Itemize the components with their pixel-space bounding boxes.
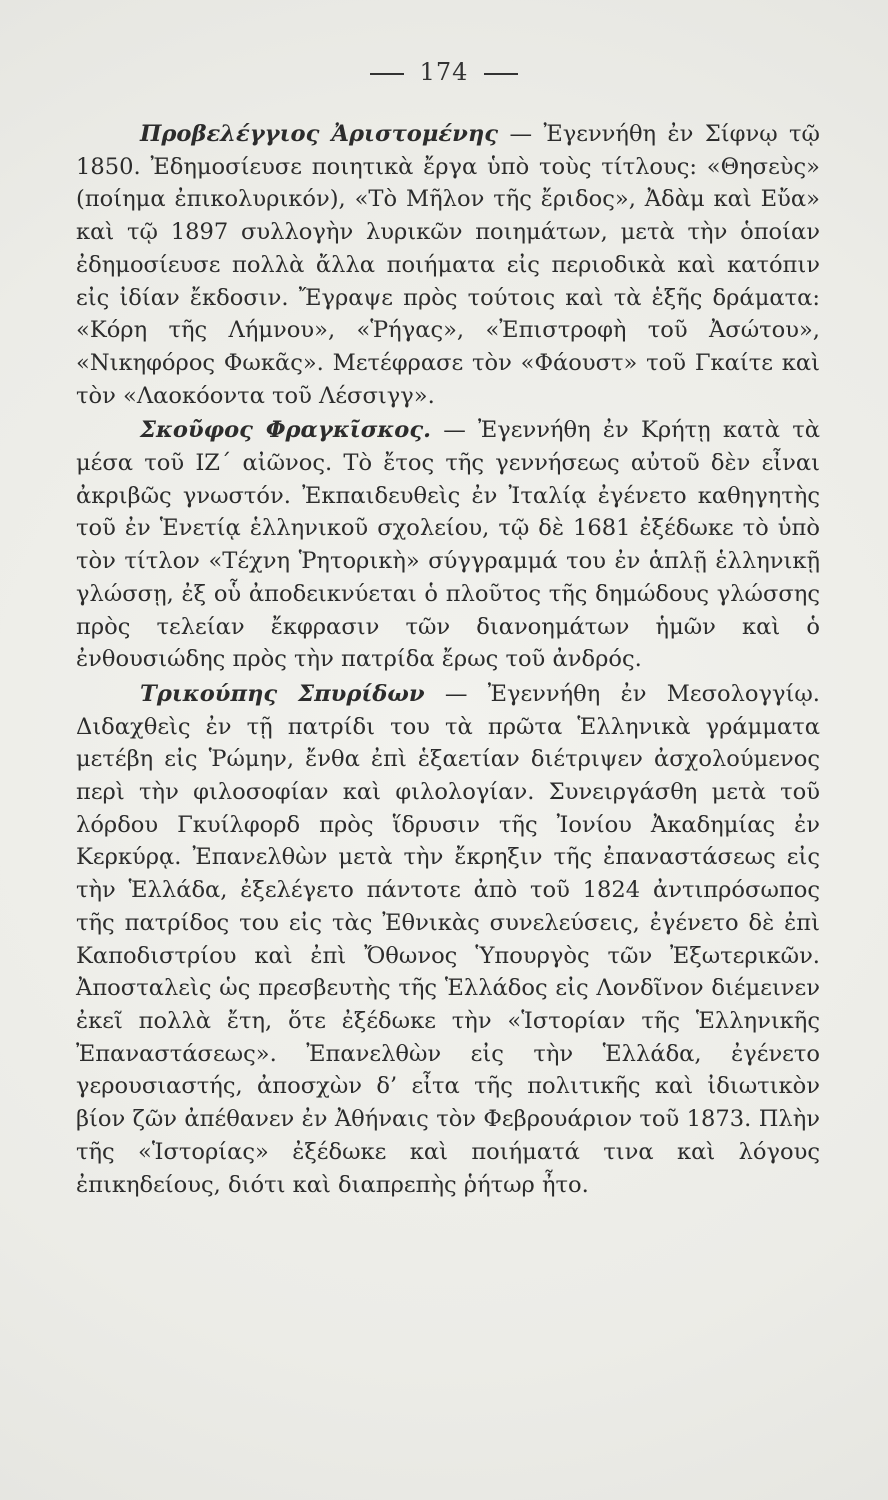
page-body (76, 118, 820, 1201)
entry-trikoupis (76, 678, 820, 1201)
entry-name: Προβελέγγιος Ἀριστομένης (140, 121, 499, 147)
entry-name: Τρικούπης Σπυρίδων (140, 680, 425, 707)
entry-name: Σκοῦφος Φραγκῖσκος. (140, 417, 431, 444)
page-number: 174 (419, 58, 469, 86)
entry-text: — Ἐγεννήθη ἐν Μεσολογγίῳ. Διδαχθεὶς ἐν τῇ πατρίδι του τὰ πρῶτα Ἑλληνικὰ γράμματα μετέβη εἰς Ῥώμην, ἔνθα ἐπὶ ἑξαετίαν διέτριψεν ἀσχολούμενος περὶ τὴν φιλοσοφίαν καὶ φιλολογίαν. Συνειργάσθη μετὰ τοῦ λόρδου Γκυίλφορδ πρὸς ἵδρυσιν τῆς Ἰονίου Ἀκαδημίας ἐν Κερκύρᾳ. Ἐπανελθὼν μετὰ τὴν ἔκρηξιν τῆς ἐπαναστάσεως εἰς τὴν Ἑλλάδα, ἐξελέγετο πάντοτε ἀπὸ τοῦ 1824 ἀντιπρόσωπος τῆς πατρίδος του εἰς τὰς Ἐθνικὰς συνελεύσεις, ἐγένετο δὲ ἐπὶ Καποδιστρίου καὶ ἐπὶ Ὄθωνος Ὑπουργὸς τῶν Ἐξωτερικῶν. Ἀποσταλεὶς ὡς πρεσβευτὴς τῆς Ἑλλάδος εἰς Λονδῖνον διέμεινεν ἐκεῖ πολλὰ ἔτη, ὅτε ἐξέδωκε τὴν «Ἱστορίαν τῆς Ἑλληνικῆς Ἐπαναστάσεως». Ἐπανελθὼν εἰς τὴν Ἑλλάδα, ἐγένετο γερουσιαστής, ἀποσχὼν δ’ εἶτα τῆς πολιτικῆς καὶ ἰδιωτικὸν βίον ζῶν ἀπέθανεν ἐν Ἀθήναις τὸν Φεβρουάριον τοῦ 1873. Πλὴν τῆς «Ἱστορίας» ἐξέδωκε καὶ ποιήματά τινα καὶ λόγους ἐπικηδείους, διότι καὶ διαπρεπὴς ῥήτωρ ἦτο. (76, 680, 820, 1198)
entry-provelengios (76, 118, 820, 412)
page-number-header (0, 58, 888, 86)
entry-text: — Ἐγεννήθη ἐν Κρήτῃ κατὰ τὰ μέσα τοῦ ΙΖ΄ αἰῶνος. Τὸ ἔτος τῆς γεννήσεως αὐτοῦ δὲν εἶναι ἀκριβῶς γνωστόν. Ἐκπαιδευθεὶς ἐν Ἰταλίᾳ ἐγένετο καθηγητὴς τοῦ ἐν Ἑνετίᾳ ἑλληνικοῦ σχολείου, τῷ δὲ 1681 ἐξέδωκε τὸ ὑπὸ τὸν τίτλον «Τέχνη Ῥητορικὴ» σύγγραμμά του ἐν ἁπλῇ ἑλληνικῇ γλώσσῃ, ἐξ οὗ ἀποδεικνύεται ὁ πλοῦτος τῆς δημώδους γλώσσης πρὸς τελείαν ἔκφρασιν τῶν διανοημάτων ἡμῶν καὶ ὁ ἐνθουσιώδης πρὸς τὴν πατρίδα ἔρως τοῦ ἀνδρός. (76, 417, 820, 673)
left-dash (370, 73, 404, 75)
entry-skoufos (76, 414, 820, 676)
entry-text: — Ἐγεννήθη ἐν Σίφνῳ τῷ 1850. Ἐδημοσίευσε ποιητικὰ ἔργα ὑπὸ τοὺς τίτλους: «Θησεὺς» (ποίημα ἐπικολυρικόν), «Τὸ Μῆλον τῆς ἔριδος», Ἀδὰμ καὶ Εὔα» καὶ τῷ 1897 συλλογὴν λυρικῶν ποιημάτων, μετὰ τὴν ὁποίαν ἐδημοσίευσε πολλὰ ἄλλα ποιήματα εἰς περιοδικὰ καὶ κατόπιν εἰς ἰδίαν ἔκδοσιν. Ἔγραψε πρὸς τούτοις καὶ τὰ ἑξῆς δράματα: «Κόρη τῆς Λήμνου», «Ῥήγας», «Ἐπιστροφὴ τοῦ Ἀσώτου», «Νικηφόρος Φωκᾶς». Μετέφρασε τὸν «Φάουστ» τοῦ Γκαίτε καὶ τὸν «Λαοκόοντα τοῦ Λέσσιγγ». (76, 121, 820, 409)
right-dash (484, 73, 518, 75)
